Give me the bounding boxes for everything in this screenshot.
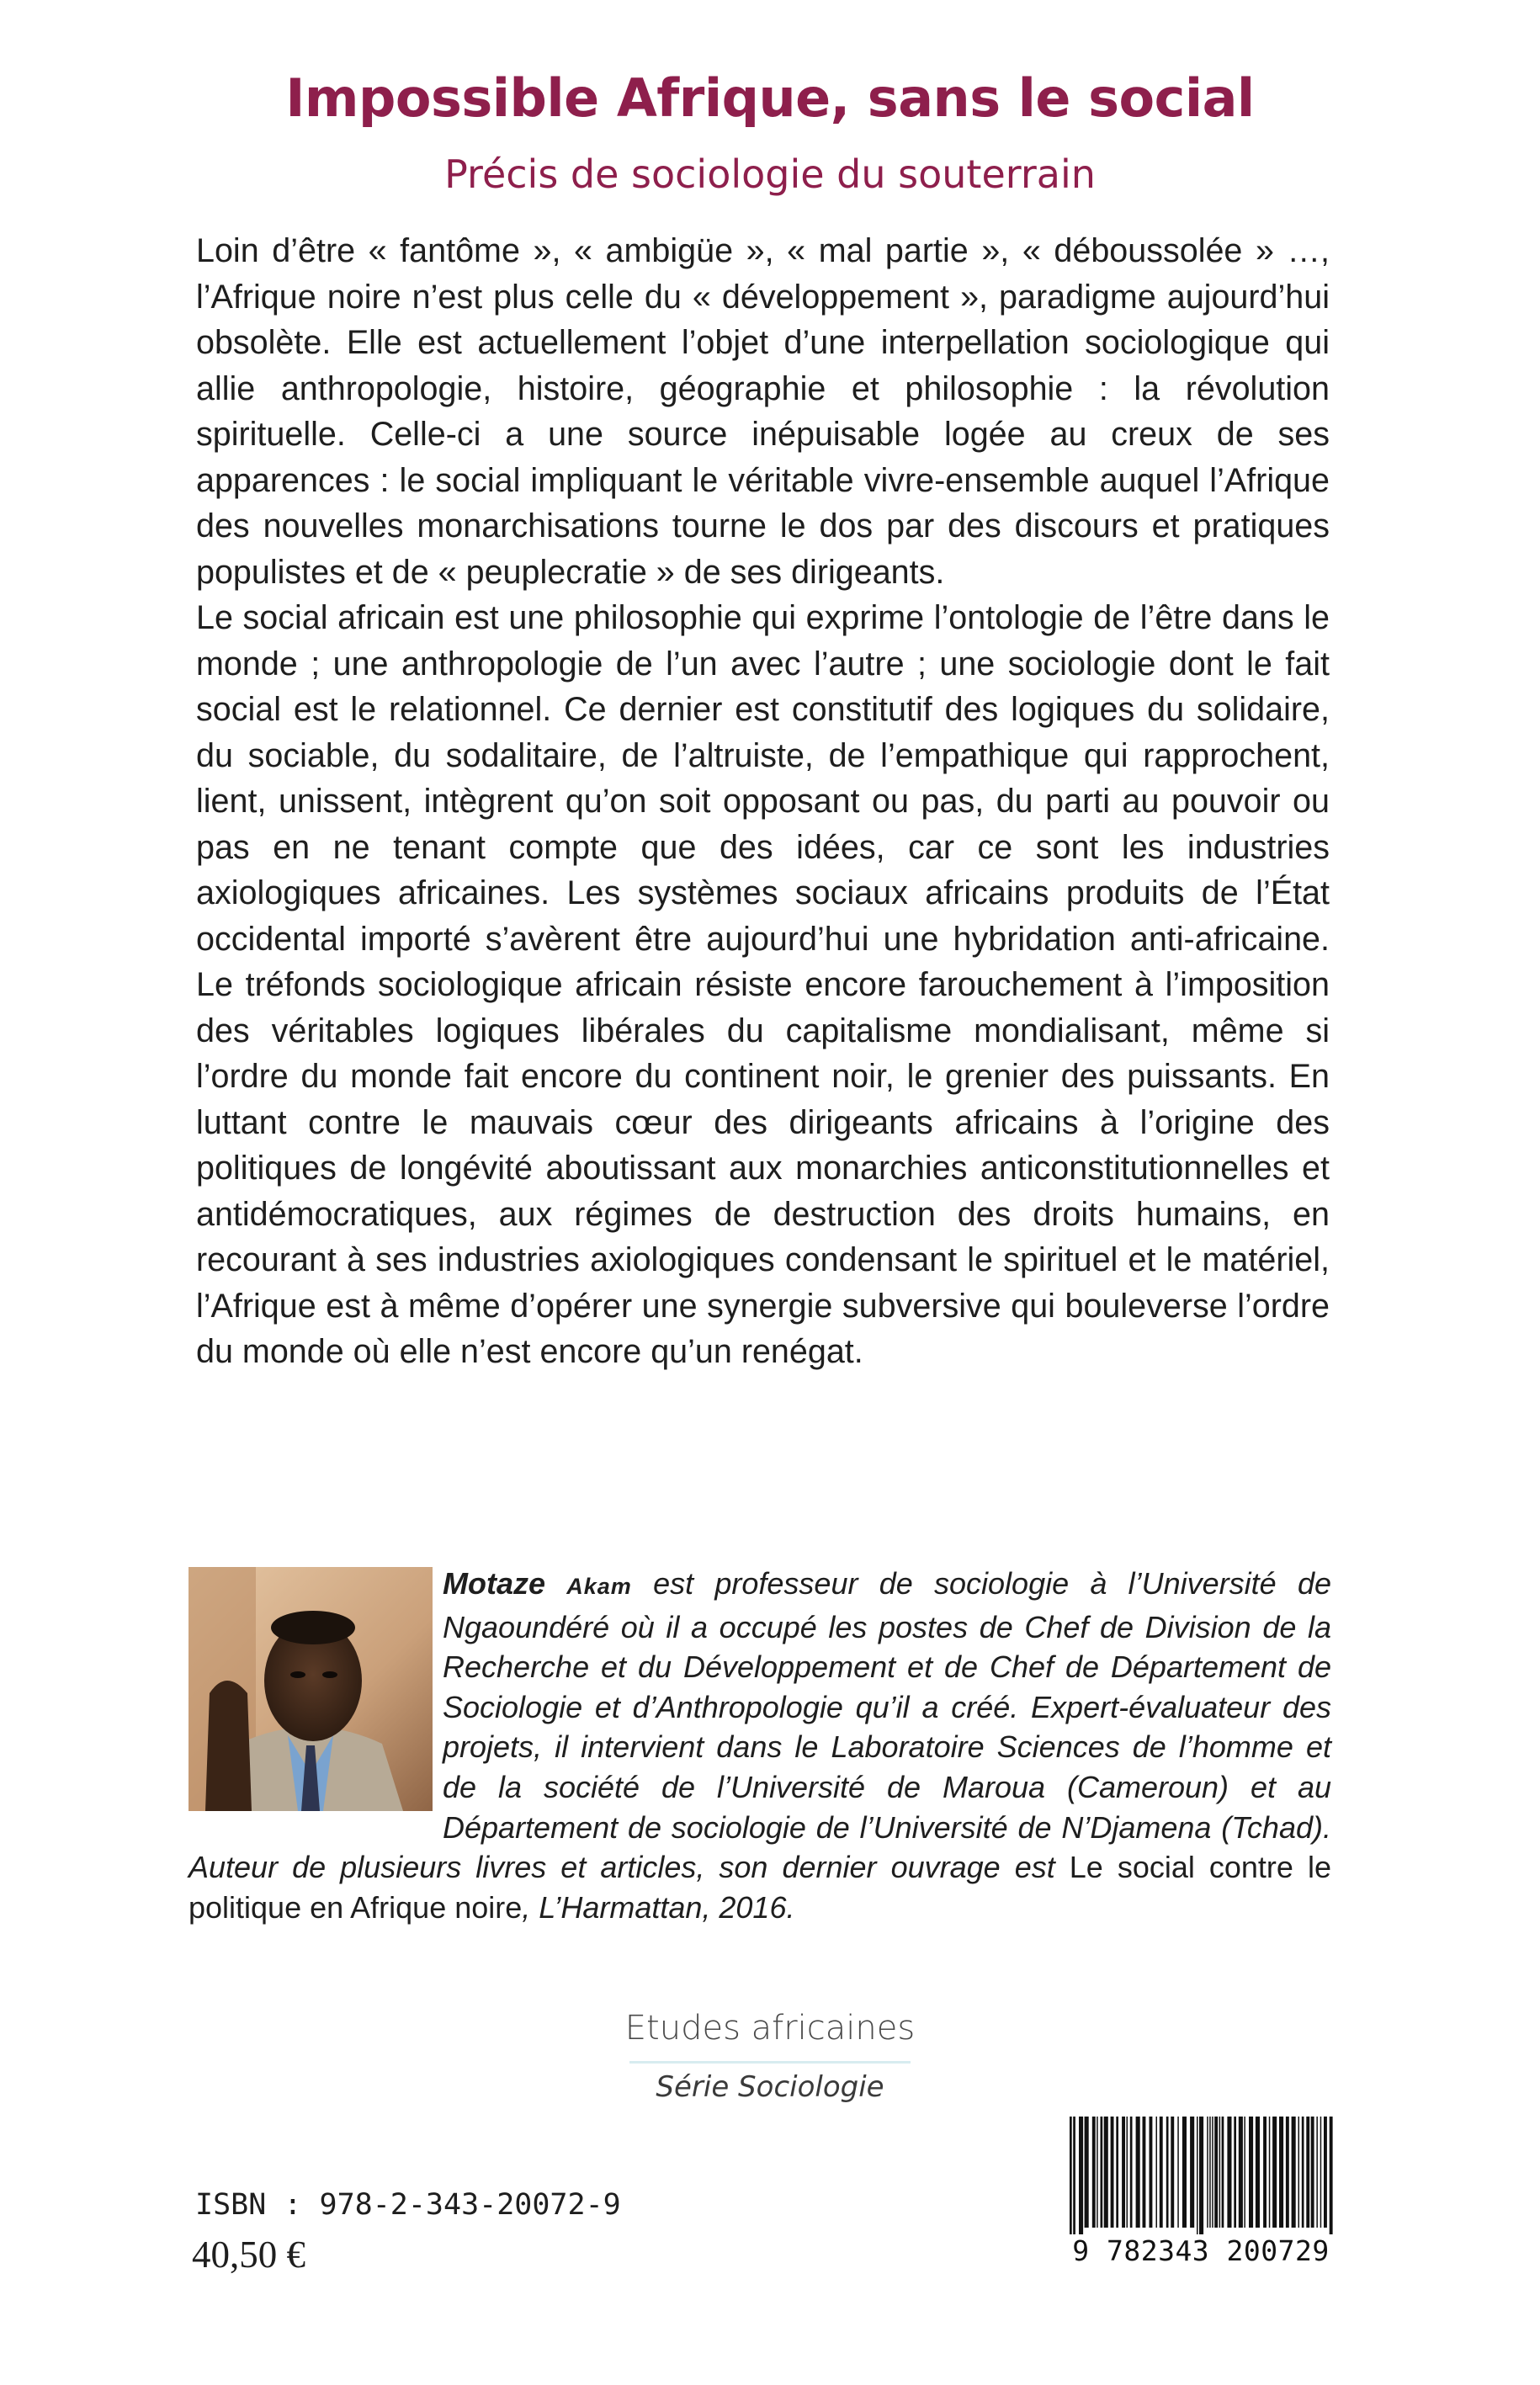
barcode-bar <box>1070 2117 1072 2234</box>
barcode-bar <box>1111 2117 1114 2228</box>
barcode-bar <box>1199 2117 1203 2234</box>
barcode-bar <box>1085 2117 1089 2228</box>
barcode-bar <box>1182 2117 1187 2228</box>
barcode-bar <box>1286 2117 1289 2228</box>
barcode-bar <box>1320 2117 1322 2228</box>
barcode-bar <box>1244 2117 1245 2228</box>
author-last-name: Akam <box>566 1574 632 1599</box>
series-name: Série Sociologie <box>656 2070 884 2104</box>
barcode-bar <box>1073 2117 1075 2234</box>
barcode-bar <box>1227 2117 1231 2228</box>
barcode-bar <box>1222 2117 1224 2228</box>
barcode-bar <box>1130 2117 1133 2228</box>
barcode-bar <box>1207 2117 1208 2228</box>
back-cover-blurb <box>196 228 1330 1375</box>
barcode-bar <box>1171 2117 1174 2228</box>
barcode-bar <box>1324 2117 1327 2228</box>
barcode-bar <box>1177 2117 1179 2228</box>
barcode-bar <box>1150 2117 1153 2228</box>
barcode-bar <box>1127 2117 1128 2228</box>
barcode-bar <box>1316 2117 1318 2228</box>
barcode-bar <box>1214 2117 1218 2228</box>
barcode-digits: 9 782343 200729 <box>1072 2234 1330 2267</box>
collection-name: Etudes africaines <box>624 2009 916 2048</box>
barcode-bar <box>1219 2117 1221 2228</box>
barcode-bar <box>1166 2117 1169 2228</box>
barcode-bar <box>1239 2117 1243 2228</box>
barcode-bar <box>1249 2117 1253 2228</box>
barcode-bar <box>1272 2117 1277 2228</box>
barcode-bar <box>1143 2117 1146 2228</box>
blurb-paragraph-2: Le social africain est une philosophie qui exprime l’ontologie de l’être dans le monde ; une anthropologie de l’un avec l’autre ; une sociologie dont le fait social est le relationnel. Ce dernier est constitutif des logiques du solidaire, du sociable, du sodalitaire, de l’altruiste, de l’empathique qui rapprochent, lient, unissent, intègrent qu’on soit opposant ou pas, du parti au pouvoir ou pas en ne tenant compte que des idées, car ce sont les industries axiologiques africaines. Les systèmes sociaux africains produits de l’État occidental importé s’avèrent être aujourd’hui une hybridation anti-africaine. Le tréfonds sociologique africain résiste encore farouchement à l’imposition des véritables logiques libérales du capitalisme mondialisant, même si l’ordre du monde fait encore du continent noir, le grenier des puissants. En luttant contre le mauvais cœur des dirigeants africains à l’origine des politiques de longévité aboutissant aux monarchies anticonstitutionnelles et antidémocratiques, aux régimes de destruction des droits humains, en recourant à ses industries axiologiques condensant le spirituel et le matériel, l’Afrique est à même d’opérer une synergie subversive qui bouleverse l’ordre du monde où elle n’est encore qu’un renégat. <box>196 599 1330 1370</box>
barcode-bar <box>1156 2117 1158 2228</box>
author-bio-end: , L’Harmattan, 2016. <box>522 1889 795 1925</box>
barcode-bar <box>1263 2117 1267 2228</box>
author-last-book-title: Le social contre le politique en Afrique noire <box>189 1850 1331 1925</box>
barcode-bar <box>1197 2117 1198 2234</box>
barcode-bar <box>1302 2117 1304 2228</box>
barcode-bar <box>1212 2117 1213 2228</box>
barcode-bar <box>1292 2117 1296 2228</box>
barcode-bar <box>1116 2117 1118 2228</box>
barcode-bar <box>1101 2117 1103 2228</box>
barcode-bar <box>1097 2117 1098 2228</box>
barcode-bar <box>1092 2117 1096 2228</box>
barcode-bar <box>1209 2117 1211 2228</box>
barcode-bar <box>1104 2117 1108 2228</box>
barcode-bar <box>1306 2117 1309 2228</box>
barcode-bar <box>1079 2117 1083 2234</box>
barcode-bar <box>1256 2117 1260 2228</box>
barcode-bar <box>1311 2117 1314 2228</box>
book-subtitle: Précis de sociologie du souterrain <box>444 151 1096 197</box>
author-bio-main: est professeur de sociologie à l’Université de Ngaoundéré où il a occupé les postes de Chef de Division de la Recherche et du Développement et de Chef de Département de Sociologie et d’Anthropologie qu’il a créé. Expert-évaluateur des projets, il intervient dans le Laboratoire Sciences de l’homme et de la société de l’Université de Maroua (Cameroun) et au Département de sociologie de l’Université de N’Djamena (Tchad). Auteur de plusieurs livres et articles, son dernier ouvrage est <box>189 1566 1331 1885</box>
barcode-bar <box>1234 2117 1236 2228</box>
collection-divider <box>629 2061 911 2064</box>
author-first-name: Motaze <box>443 1566 546 1601</box>
isbn: ISBN : 978-2-343-20072-9 <box>195 2188 621 2222</box>
barcode-bar <box>1136 2117 1140 2228</box>
barcode-bar <box>1330 2117 1333 2234</box>
barcode-bar <box>1279 2117 1283 2228</box>
barcode-bar <box>1122 2117 1125 2228</box>
blurb-paragraph-1: Loin d’être « fantôme », « ambigüe », « mal partie », « déboussolée » …, l’Afrique noire n’est plus celle du « développement », paradigme aujourd’hui obsolète. Elle est actuellement l’objet d’une interpellation sociologique qui allie anthropologie, histoire, géographie et philosophie : la révolution spirituelle. Celle-ci a une source inépuisable logée au creux de ses apparences : le social impliquant le véritable vivre-ensemble auquel l’Afrique des nouvelles monarchisations tourne le dos par des discours et pratiques populistes et de « peuplecratie » de ses dirigeants. <box>196 232 1330 591</box>
barcode-bar <box>1190 2117 1194 2228</box>
price: 40,50 € <box>192 2234 305 2276</box>
barcode-bar <box>1298 2117 1300 2228</box>
author-photo <box>189 1567 433 1811</box>
book-title: Impossible Afrique, sans le social <box>285 67 1255 129</box>
barcode-bar <box>1160 2117 1163 2228</box>
barcode-bar <box>1269 2117 1271 2228</box>
